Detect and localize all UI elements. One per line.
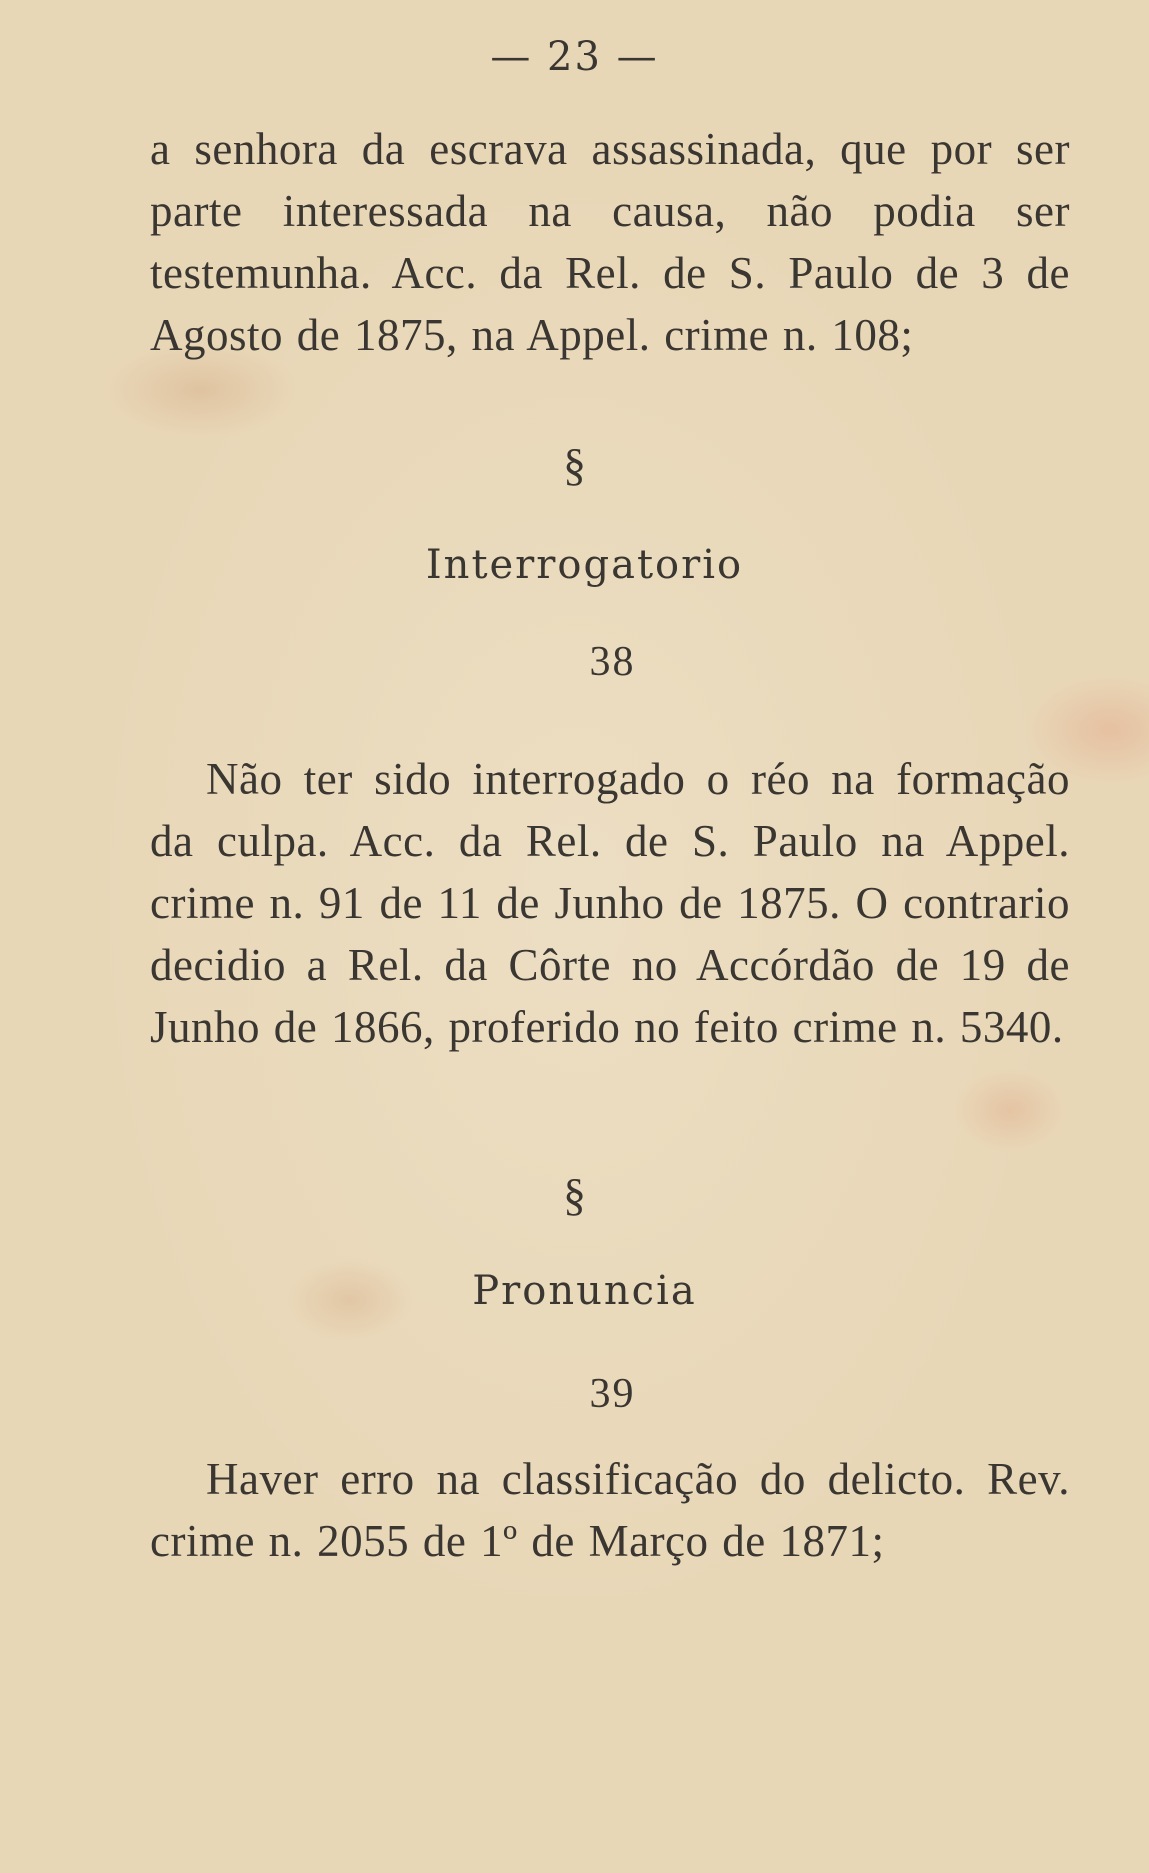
section-number-38: 38 xyxy=(589,639,636,685)
paragraph-39: Haver erro na classificação do delicto. Rev. crime n. 2055 de 1º de Março de 1871; xyxy=(150,1454,1070,1566)
page-number: — 23 — xyxy=(490,34,659,80)
paragraph-continuation: a senhora da escrava assassinada, que por ser parte interessada na causa, não podia ser testemunha. Acc. da Rel. de S. Paulo de 3 de Agosto de 1875, na Appel. crime n. 108; xyxy=(150,124,1070,360)
section-mark: § xyxy=(563,1169,586,1220)
section-number-39: 39 xyxy=(589,1371,636,1417)
section-heading-interrogatorio: Interrogatorio xyxy=(425,542,744,588)
section-heading-pronuncia: Pronuncia xyxy=(472,1268,697,1314)
paragraph-38: Não ter sido interrogado o réo na formação da culpa. Acc. da Rel. de S. Paulo na Appel. crime n. 91 de 11 de Junho de 1875. O contrario decidio a Rel. da Côrte no Accórdão de 19 de Junho de 1866, proferido no feito crime n. 5340. xyxy=(150,754,1070,1052)
section-mark: § xyxy=(563,439,586,490)
